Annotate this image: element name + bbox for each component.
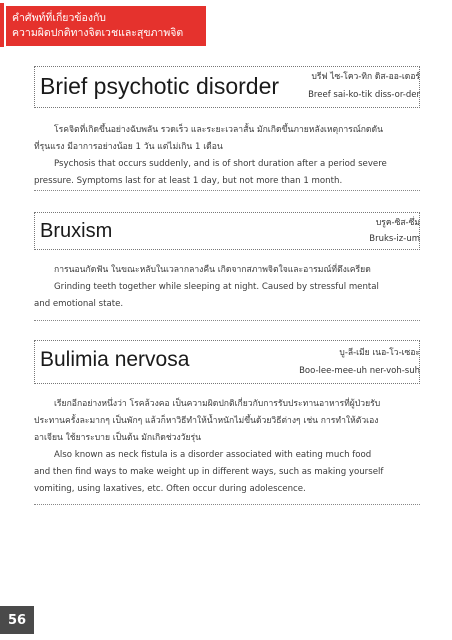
- pronunciation-english-text: Boo-lee-mee-uh ner-voh-suh: [299, 366, 420, 376]
- pronunciation-english: [299, 364, 420, 379]
- definition-line: ที่รุนแรง มีอาการอย่างน้อย 1 วัน แต่ไม่เกิน 1 เดือน: [34, 142, 223, 152]
- definition-line: ประทานครั้งละมากๆ เป็นพักๆ แล้วก็หาวิธีทำให้น้ำหนักไม่ขึ้นด้วยวิธีต่างๆ เช่น การทำให้ตัวเอง: [34, 416, 379, 426]
- definition-line: Grinding teeth together while sleeping at night. Caused by stressful mental: [54, 282, 379, 292]
- page-number: 56: [0, 606, 34, 634]
- definition-line: and then find ways to make weight up in different ways, such as making yourself: [34, 467, 384, 477]
- entry-divider: [34, 190, 420, 191]
- pronunciation-english-text: Bruks-iz-um: [369, 234, 420, 244]
- pronunciation-thai-text: บู-ลี-เมีย เนอ-โว-เซอะ: [339, 348, 420, 358]
- definition-block: [34, 122, 420, 190]
- header-accent-bar: [0, 3, 4, 47]
- definition-line: vomiting, using laxatives, etc. Often occur during adolescence.: [34, 484, 306, 494]
- term-title: Bruxism: [40, 220, 113, 242]
- definition-line: Also known as neck fistula is a disorder associated with eating much food: [54, 450, 372, 460]
- pronunciation-english-text: Breef sai-ko-tik diss-or-der: [308, 90, 420, 100]
- definition-block: [34, 396, 420, 498]
- chapter-header: [0, 0, 452, 52]
- header-title-line-2: ความผิดปกติทางจิตเวชและสุขภาพจิต: [12, 27, 184, 39]
- definition-line: and emotional state.: [34, 299, 124, 309]
- pronunciation-thai-text: บรีฟ ไซ-โคว-ทิก ดิส-ออ-เดอร์: [311, 72, 420, 82]
- definition-line: อาเจียน ใช้ยาระบาย เป็นต้น มักเกิดช่วงวัยรุ่น: [34, 433, 202, 443]
- term-title: Brief psychotic disorder: [40, 73, 280, 99]
- entry-divider: [34, 504, 420, 505]
- definition-line: Psychosis that occurs suddenly, and is of short duration after a period severe: [54, 159, 387, 169]
- pronunciation-thai: [312, 70, 420, 85]
- definition-line: pressure. Symptoms last for at least 1 day, but not more than 1 month.: [34, 176, 343, 186]
- definition-line: การนอนกัดฟัน ในขณะหลับในเวลากลางคืน เกิดจากสภาพจิตใจและอารมณ์ที่ตึงเครียด: [54, 265, 371, 275]
- pronunciation-thai: [376, 216, 420, 231]
- definition-line: โรคจิตที่เกิดขึ้นอย่างฉับพลัน รวดเร็ว และระยะเวลาสั้น มักเกิดขึ้นภายหลังเหตุการณ์กดดัน: [54, 125, 383, 135]
- pronunciation-thai-text: บรูค-ซิส-ซึ่ม: [375, 218, 420, 228]
- header-title-line-1: คำศัพท์ที่เกี่ยวข้องกับ: [12, 12, 106, 24]
- term-title: Bulimia nervosa: [40, 348, 190, 371]
- pronunciation-english: [308, 88, 420, 103]
- pronunciation-thai: [339, 346, 420, 361]
- entry-divider: [34, 320, 420, 321]
- definition-line: เรียกอีกอย่างหนึ่งว่า โรคล้วงคอ เป็นความผิดปกติเกี่ยวกับการรับประทานอาหารที่ผู้ป่วยรับ: [54, 399, 381, 409]
- pronunciation-english: [369, 232, 420, 247]
- definition-block: [34, 262, 420, 313]
